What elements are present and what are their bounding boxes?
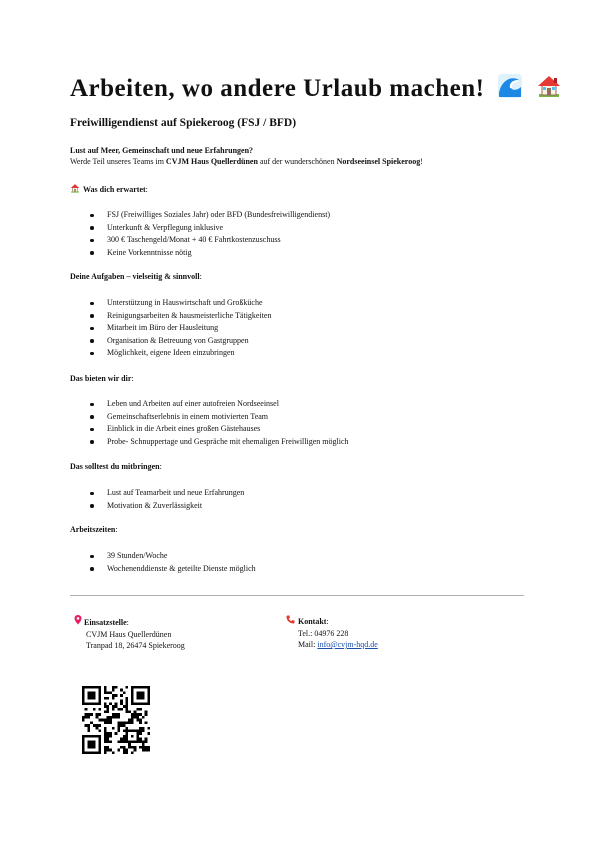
map-pin-icon: [74, 615, 84, 629]
list-item: [70, 398, 349, 411]
list-item-text: Organisation & Betreuung von Gastgruppen: [107, 335, 249, 345]
list-item-text: Einblick in die Arbeit eines großen Gästehauses: [107, 424, 261, 433]
list-item: [70, 423, 349, 436]
list-item: [70, 335, 271, 348]
intro-text: [70, 156, 530, 167]
list-item: [70, 487, 244, 500]
list-item: [70, 436, 349, 449]
island-name: Nordseeinsel Spiekeroog: [336, 157, 421, 166]
list-item: [70, 563, 256, 576]
list-item-text: Keine Vorkenntnisse nötig: [107, 247, 192, 257]
bring-heading-suffix: :: [159, 462, 162, 471]
list-item: [70, 347, 271, 360]
tasks-heading: [70, 271, 530, 282]
location-name: CVJM Haus Quellerdünen: [86, 629, 172, 639]
bring-list: [70, 487, 244, 512]
location-label-suffix: :: [126, 618, 129, 627]
contact-phone: Tel.: 04976 228: [298, 628, 349, 638]
list-item-text: Wochenenddienste & geteilte Dienste möglich: [107, 563, 256, 573]
hours-heading-text: Arbeitszeiten: [70, 525, 116, 534]
list-item: [70, 550, 256, 563]
intro-text-middle: auf der wunderschönen: [257, 157, 337, 166]
list-item: [70, 310, 271, 323]
divider: [70, 595, 524, 596]
list-item-text: FSJ (Freiwilliges Soziales Jahr) oder BFD (Bundesfreiwilligendienst): [107, 210, 331, 219]
list-item: [70, 247, 330, 260]
list-item-text: Gemeinschaftserlebnis in einem motivierten Team: [107, 411, 269, 421]
offer-heading: [70, 373, 530, 384]
house-icon: [536, 73, 562, 106]
subtitle: Freiwilligendienst auf Spiekeroog (FSJ / BFD): [70, 117, 297, 129]
bring-heading-text: Das solltest du mitbringen: [70, 462, 160, 471]
email-link[interactable]: info@cvjm-hqd.de: [317, 640, 378, 649]
tasks-heading-text: Deine Aufgaben – vielseitig & sinnvoll: [70, 272, 200, 281]
contact-label: Kontakt: [298, 617, 327, 626]
location-label: Einsatzstelle: [84, 618, 127, 627]
list-item: [70, 222, 330, 235]
list-item: [70, 322, 271, 335]
page-title: [70, 73, 562, 106]
offer-heading-text: Das bieten wir dir: [70, 374, 132, 383]
contact-label-suffix: :: [326, 617, 329, 626]
hours-list: [70, 550, 256, 575]
offer-list: [70, 398, 349, 448]
list-item: [70, 411, 349, 424]
list-item-text: Lust auf Teamarbeit und neue Erfahrungen: [107, 488, 245, 497]
list-item: [70, 234, 330, 247]
wave-icon: [497, 73, 523, 106]
location-block: [74, 615, 185, 652]
list-item-text: Unterstützung in Hauswirtschaft und Großküche: [107, 298, 263, 307]
list-item-text: Unterkunft & Verpflegung inklusive: [107, 222, 224, 232]
intro-question: Lust auf Meer, Gemeinschaft und neue Erfahrungen?: [70, 146, 254, 155]
intro-section: [70, 145, 530, 167]
bring-heading: [70, 461, 530, 472]
expect-list: [70, 209, 330, 259]
list-item-text: 39 Stunden/Woche: [107, 551, 168, 560]
tasks-heading-suffix: :: [199, 272, 202, 281]
house-icon: [70, 183, 80, 196]
intro-text-after: !: [420, 157, 423, 166]
tasks-list: [70, 297, 271, 360]
hours-heading: [70, 524, 530, 535]
org-name: CVJM Haus Quellerdünen: [165, 157, 258, 166]
title-text: Arbeiten, wo andere Urlaub machen!: [70, 75, 485, 102]
expect-heading: [70, 183, 530, 196]
list-item-text: Leben und Arbeiten auf einer autofreien Nordseeinsel: [107, 399, 279, 408]
list-item-text: 300 € Taschengeld/Monat + 40 € Fahrtkostenzuschuss: [107, 235, 281, 244]
list-item-text: Möglichkeit, eigene Ideen einzubringen: [107, 348, 235, 357]
list-item-text: Mitarbeit im Büro der Hausleitung: [107, 323, 219, 332]
list-item: [70, 209, 330, 222]
mail-label: Mail:: [298, 640, 318, 649]
qr-code-icon[interactable]: [82, 686, 150, 754]
list-item-text: Reinigungsarbeiten & hausmeisterliche Tätigkeiten: [107, 310, 272, 320]
expect-heading-suffix: :: [145, 185, 148, 194]
intro-text-before: Werde Teil unseres Teams im: [70, 157, 166, 166]
list-item-text: Probe- Schnuppertage und Gespräche mit ehemaligen Freiwilligen möglich: [107, 436, 349, 446]
list-item: [70, 297, 271, 310]
list-item: [70, 500, 244, 513]
expect-heading-text: Was dich erwartet: [83, 185, 146, 194]
contact-block: [286, 615, 378, 651]
hours-heading-suffix: :: [115, 525, 118, 534]
offer-heading-suffix: :: [131, 374, 134, 383]
phone-icon: [286, 615, 298, 628]
contact-mail-row: [286, 639, 378, 651]
location-address: Tranpad 18, 26474 Spiekeroog: [86, 641, 185, 650]
list-item-text: Motivation & Zuverlässigkeit: [107, 500, 203, 510]
